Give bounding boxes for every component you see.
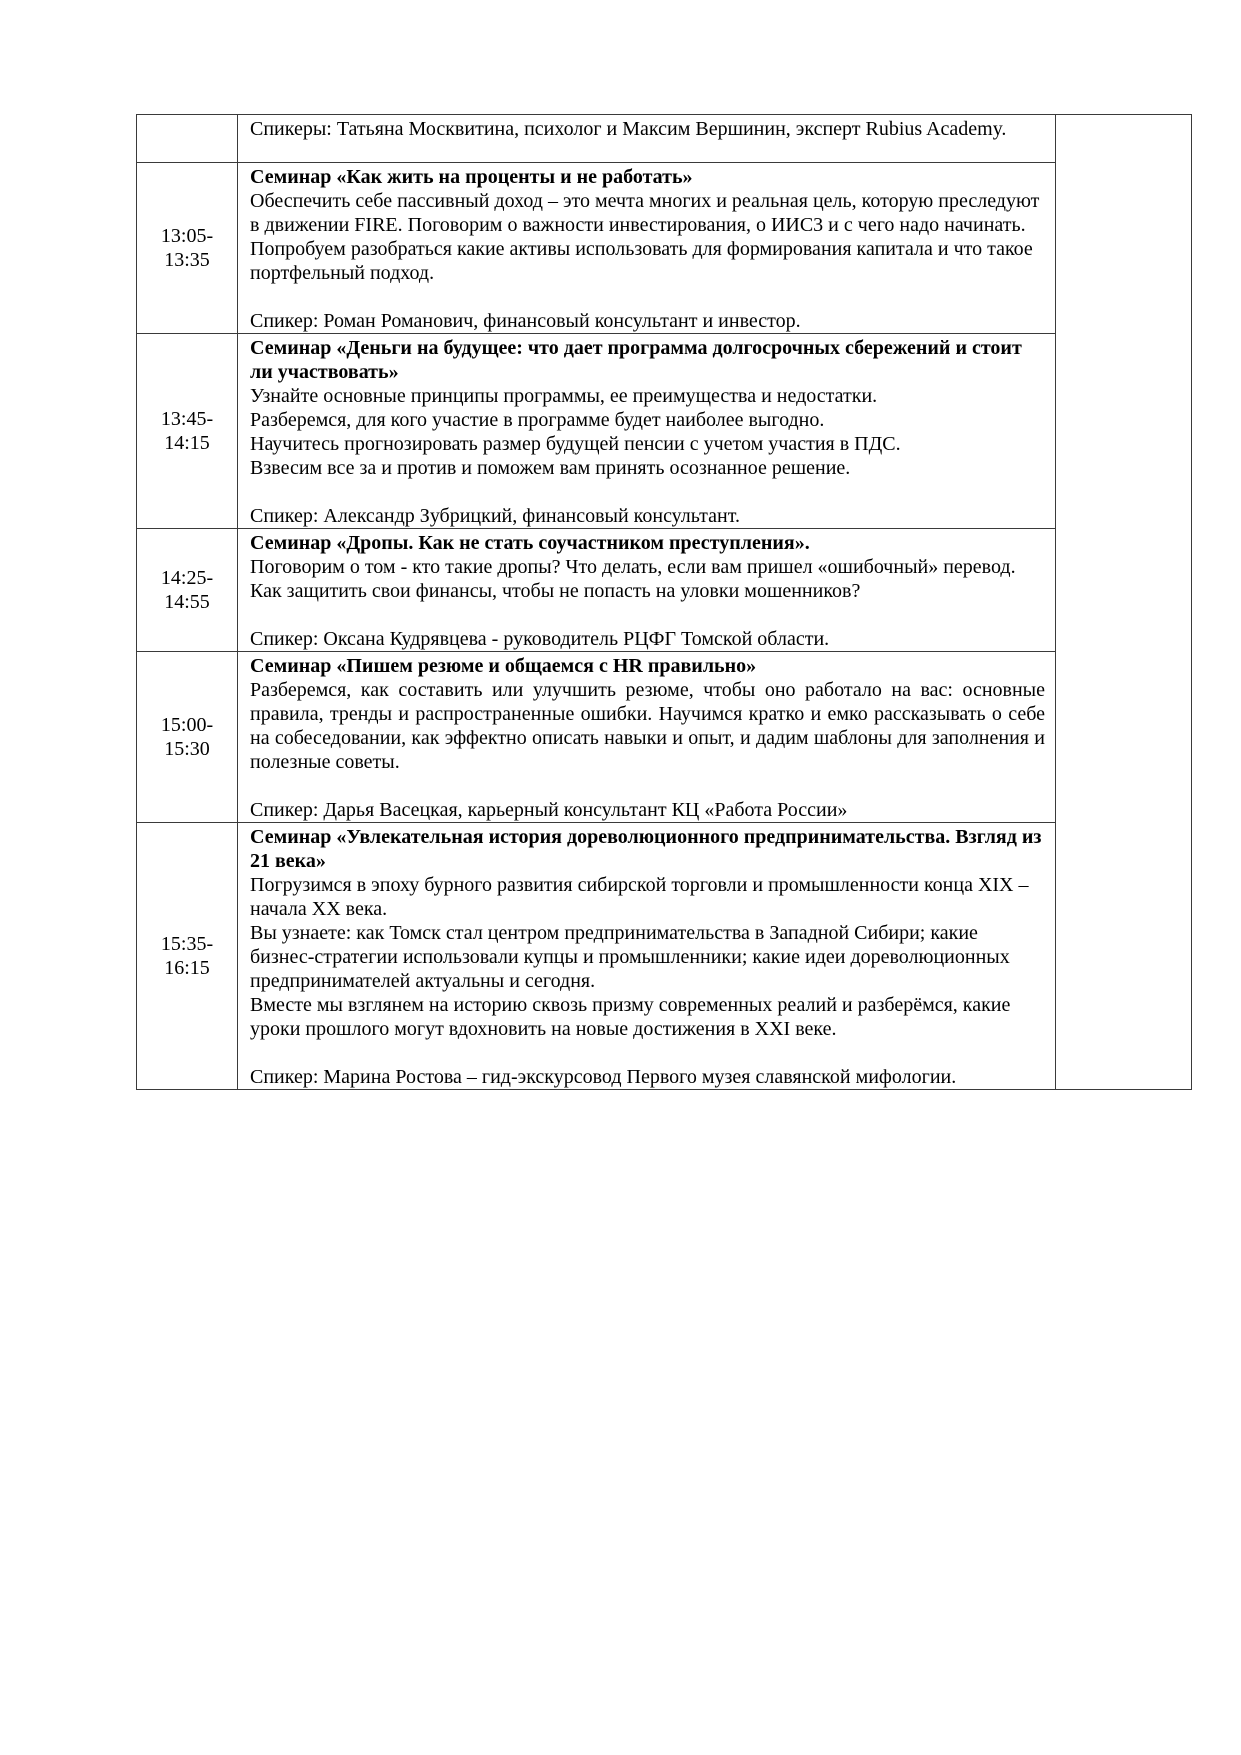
schedule-body <box>137 115 1192 1090</box>
schedule-table <box>136 114 1192 1090</box>
speaker-line: Спикер: Оксана Кудрявцева - руководитель РЦФГ Томской области. <box>250 628 830 650</box>
speaker-line: Спикер: Александр Зубрицкий, финансовый консультант. <box>250 505 740 527</box>
time-end: 13:35 <box>164 249 210 271</box>
content-cell <box>238 115 1056 163</box>
time-cell <box>137 823 238 1090</box>
table-row <box>137 823 1192 1090</box>
seminar-description: Узнайте основные принципы программы, ее преимущества и недостатки. <box>250 385 878 407</box>
seminar-description: Поговорим о том - кто такие дропы? Что делать, если вам пришел «ошибочный» перевод. Как защитить свои финансы, чтобы не попасть на уловки мошенников? <box>250 556 1016 602</box>
table-row <box>137 115 1192 163</box>
table-row <box>137 652 1192 823</box>
seminar-title: Семинар «Увлекательная история дореволюционного предпринимательства. Взгляд из 21 века» <box>250 826 1042 872</box>
time-end: 15:30 <box>164 738 210 760</box>
time-start: 15:00- <box>160 714 214 736</box>
seminar-description: Разберемся, для кого участие в программе будет наиболее выгодно. <box>250 409 825 431</box>
speaker-line: Спикеры: Татьяна Москвитина, психолог и Максим Вершинин, эксперт Rubius Academy. <box>250 118 1007 140</box>
time-cell <box>137 163 238 334</box>
content-cell <box>238 652 1056 823</box>
time-start: 15:35- <box>160 933 214 955</box>
seminar-title: Семинар «Деньги на будущее: что дает программа долгосрочных сбережений и стоит ли участвовать» <box>250 337 1022 383</box>
time-start: 13:45- <box>160 408 214 430</box>
seminar-description: Погрузимся в эпоху бурного развития сибирской торговли и промышленности конца XIX – начала XX века. <box>250 874 1029 920</box>
time-end: 16:15 <box>164 957 210 979</box>
time-start: 13:05- <box>160 225 214 247</box>
table-row <box>137 529 1192 652</box>
table-row <box>137 163 1192 334</box>
seminar-description: Вы узнаете: как Томск стал центром предпринимательства в Западной Сибири; какие бизнес-стратегии использовали купцы и промышленники; какие идеи дореволюционных предпринимателей актуальны и сегодня. <box>250 922 1010 992</box>
time-cell <box>137 529 238 652</box>
seminar-title: Семинар «Как жить на проценты и не работать» <box>250 166 693 188</box>
table-row <box>137 334 1192 529</box>
seminar-title: Семинар «Пишем резюме и общаемся с HR правильно» <box>250 655 757 677</box>
content-cell <box>238 334 1056 529</box>
time-end: 14:15 <box>164 432 210 454</box>
content-cell <box>238 163 1056 334</box>
seminar-description: Обеспечить себе пассивный доход – это мечта многих и реальная цель, которую преследуют в движении FIRE. Поговорим о важности инвестирования, о ИИС3 и с чего надо начинать. Попробуем разобраться какие активы использовать для формирования капитала и что такое портфельный подход. <box>250 190 1040 284</box>
content-cell <box>238 823 1056 1090</box>
side-cell <box>1056 115 1192 1090</box>
seminar-description: Взвесим все за и против и поможем вам принять осознанное решение. <box>250 457 851 479</box>
seminar-description: Разберемся, как составить или улучшить резюме, чтобы оно работало на вас: основные правила, тренды и распространенные ошибки. Научимся кратко и емко рассказывать о себе на собеседовании, как эффектно описать навыки и опыт, и дадим шаблоны для заполнения и полезные советы. <box>250 679 1045 773</box>
time-end: 14:55 <box>164 591 210 613</box>
seminar-title: Семинар «Дропы. Как не стать соучастником преступления». <box>250 532 810 554</box>
content-cell <box>238 529 1056 652</box>
speaker-line: Спикер: Роман Романович, финансовый консультант и инвестор. <box>250 310 801 332</box>
speaker-line: Спикер: Марина Ростова – гид-экскурсовод Первого музея славянской мифологии. <box>250 1066 957 1088</box>
seminar-description: Научитесь прогнозировать размер будущей пенсии с учетом участия в ПДС. <box>250 433 901 455</box>
time-cell <box>137 334 238 529</box>
time-start: 14:25- <box>160 567 214 589</box>
seminar-description: Вместе мы взглянем на историю сквозь призму современных реалий и разберёмся, какие уроки прошлого могут вдохновить на новые достижения в XXI веке. <box>250 994 1011 1040</box>
time-cell <box>137 115 238 163</box>
speaker-line: Спикер: Дарья Васецкая, карьерный консультант КЦ «Работа России» <box>250 799 848 821</box>
time-cell <box>137 652 238 823</box>
